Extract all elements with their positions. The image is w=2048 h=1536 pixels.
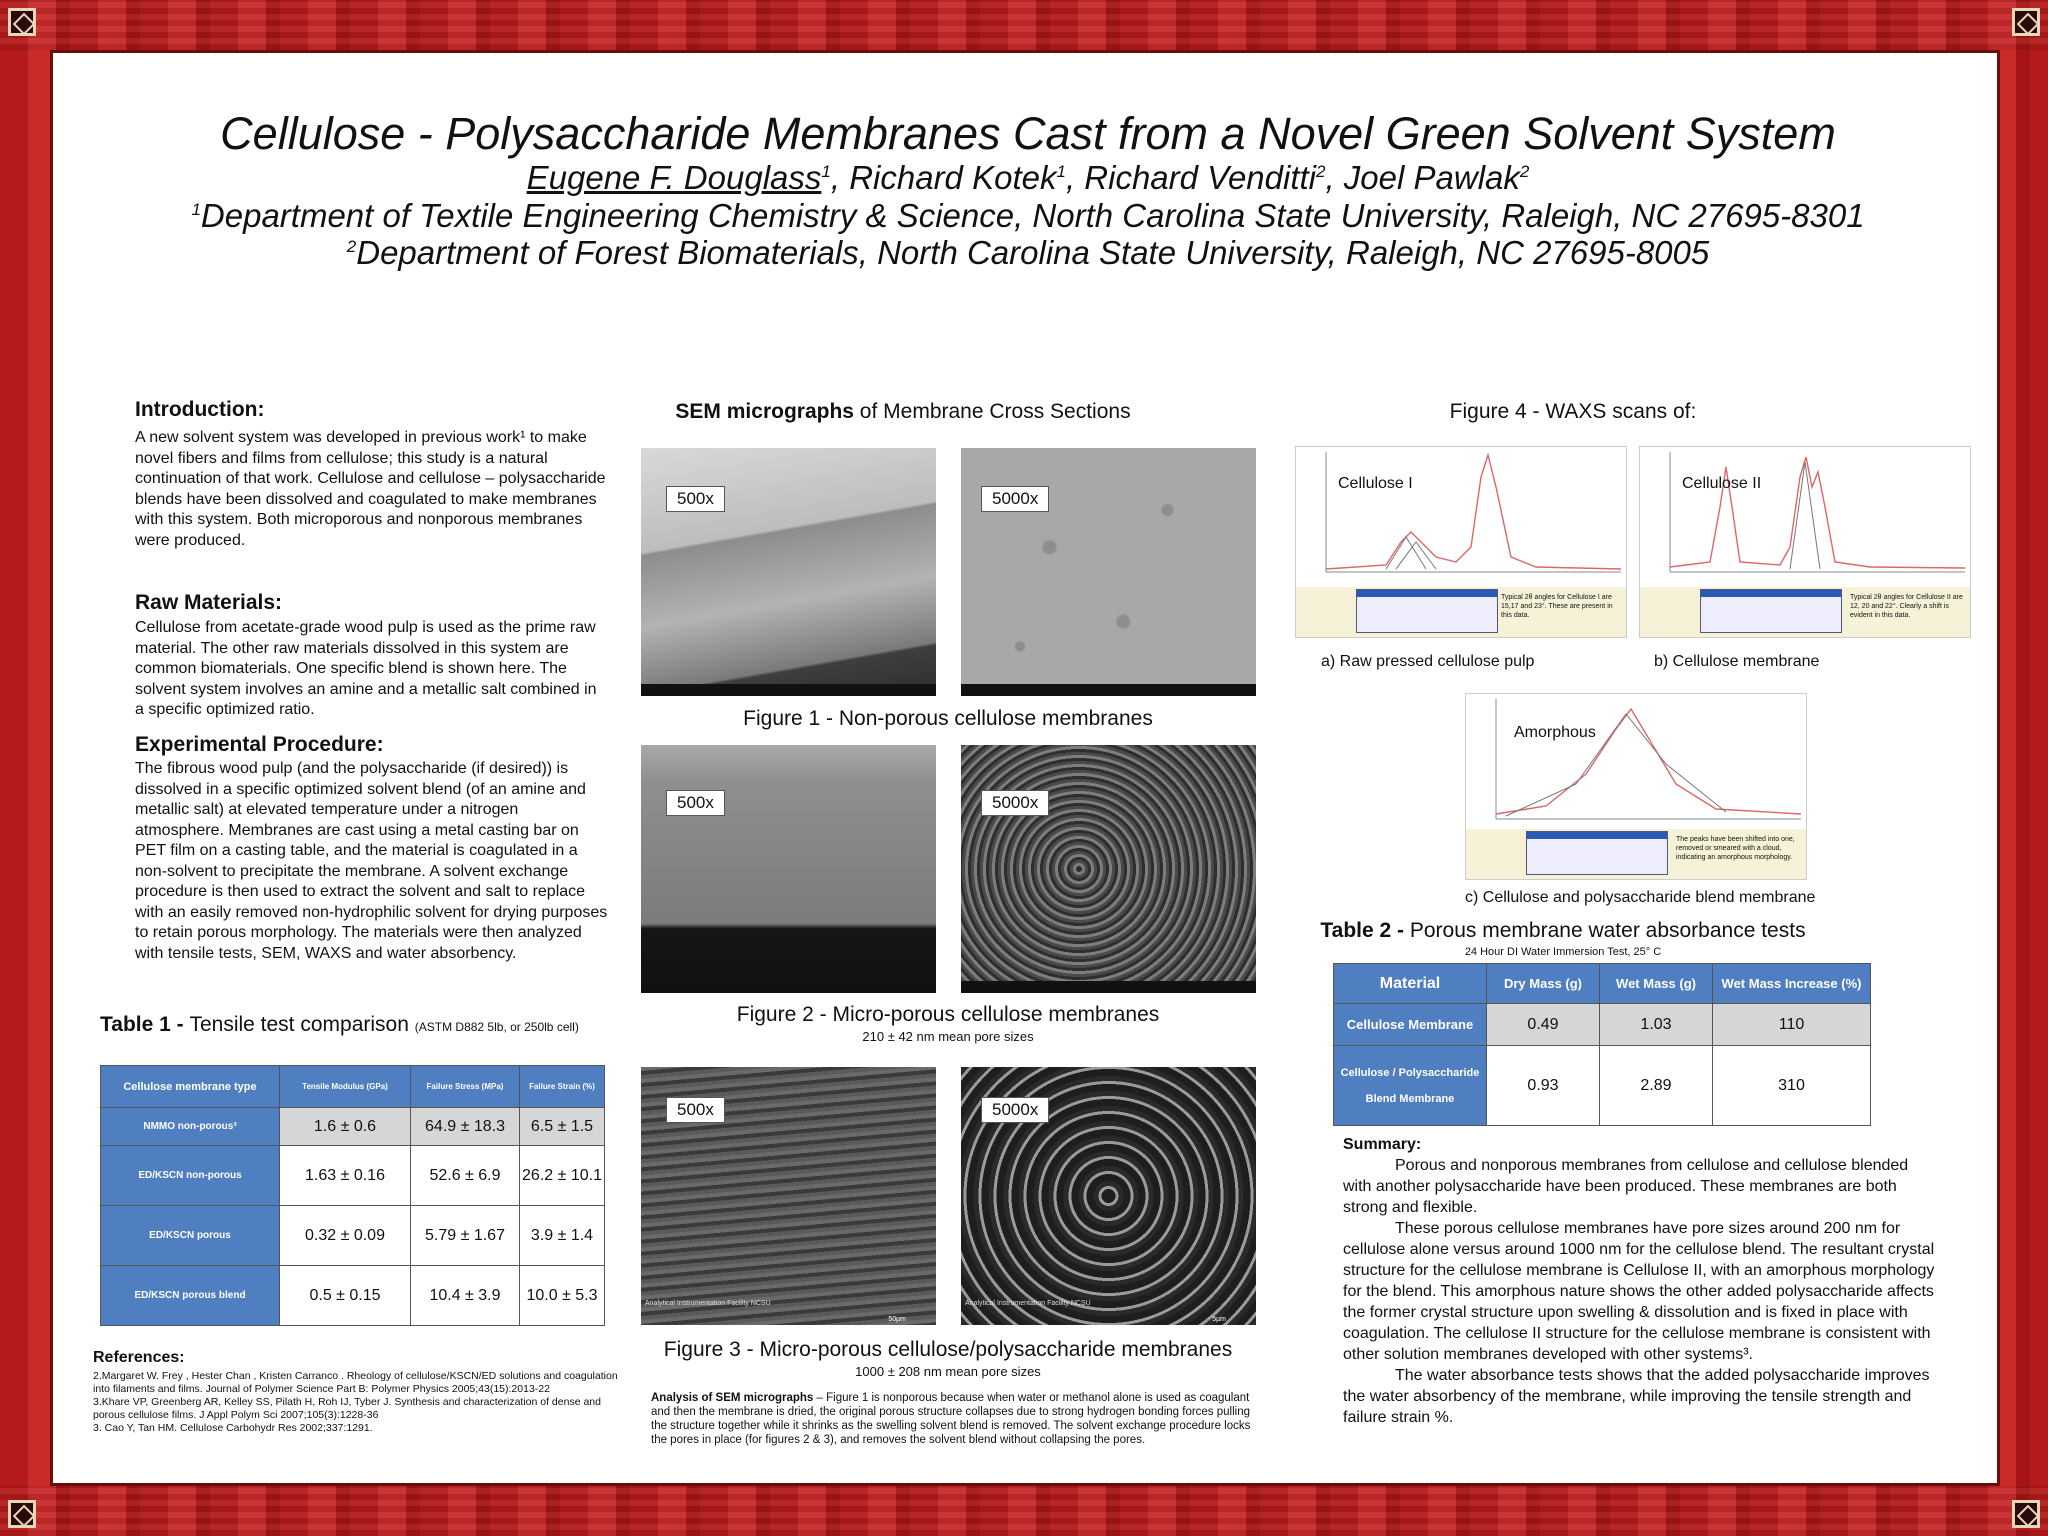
waxs-note-a: Typical 2θ angles for Cellulose I are 15,17 and 23°. These are present in this data. xyxy=(1501,594,1613,619)
waxs-caption-c: c) Cellulose and polysaccharide blend membrane xyxy=(1465,889,1816,906)
author-pawlak: , Joel Pawlak xyxy=(1325,159,1520,196)
tensile-col-type: Cellulose membrane type xyxy=(101,1066,280,1108)
waxs-note-c: The peaks have been shifted into one, removed or smeared with a cloud, indicating an amorphous morphology. xyxy=(1676,836,1795,861)
table-row xyxy=(1334,1004,1871,1046)
table-cell: Cellulose / Polysaccharide Blend Membrane xyxy=(1334,1046,1487,1126)
table-cell: 1.03 xyxy=(1600,1004,1713,1046)
table-cell: 64.9 ± 18.3 xyxy=(411,1108,520,1146)
references xyxy=(93,1349,628,1435)
software-dialog-a xyxy=(1356,589,1498,633)
waxs-info-a xyxy=(1296,587,1626,637)
table-cell: 6.5 ± 1.5 xyxy=(520,1108,605,1146)
sem-fig2-500x xyxy=(641,745,936,993)
table-cell: Cellulose Membrane xyxy=(1334,1004,1487,1046)
waxs-info-b xyxy=(1640,587,1970,637)
table2-title-bold: Table 2 - xyxy=(1320,919,1410,942)
tensile-col-modulus: Tensile Modulus (GPa) xyxy=(280,1066,411,1108)
table-cell: 0.93 xyxy=(1487,1046,1600,1126)
sem-heading-bold: SEM micrographs xyxy=(675,400,854,423)
fig2-caption: Figure 2 - Micro-porous cellulose membranes xyxy=(736,1003,1160,1026)
absorbance-table xyxy=(1333,963,1871,1126)
poster xyxy=(50,50,2000,1486)
affiliation-1-text: Department of Textile Engineering Chemistry & Science, North Carolina State University, Raleigh, NC 27695-8301 xyxy=(200,197,1865,234)
mag-label: 5000x xyxy=(981,486,1049,512)
mag-label: 500x xyxy=(666,486,725,512)
author-kotek-sup: 1 xyxy=(1056,162,1066,181)
author-kotek: , Richard Kotek xyxy=(830,159,1057,196)
procedure-heading: Experimental Procedure: xyxy=(135,733,384,756)
software-dialog-c xyxy=(1526,831,1668,875)
affiliation-2-text: Department of Forest Biomaterials, North Carolina State University, Raleigh, NC 27695-8005 xyxy=(356,234,1710,271)
table-cell: ED/KSCN porous blend xyxy=(101,1266,280,1326)
waxs-note-b: Typical 2θ angles for Cellulose II are 12, 20 and 22°. Clearly a shift is evident in this data. xyxy=(1850,594,1963,619)
table2-subtitle: 24 Hour DI Water Immersion Test, 25° C xyxy=(1464,946,1662,958)
procedure-text: The fibrous wood pulp (and the polysaccharide (if desired)) is dissolved in a specific optimized solvent blend (of an amine and metallic salt) at elevated temperature under a nitrogen atmosphere. Membranes are cast using a metal casting bar on PET film on a casting table, and the material is coagulated in a non-solvent to precipitate the membrane. A solvent exchange procedure is then used to extract the solvent and salt to replace with an easily removed non-hydrophilic solvent for drying purposes to retain porous morphology. The materials were then analyzed with tensile tests, SEM, WAXS and water absorbency. xyxy=(135,760,608,962)
table-cell: 110 xyxy=(1713,1004,1871,1046)
reference-item: 3. Cao Y, Tan HM. Cellulose Carbohydr Res 2002;337:1291. xyxy=(93,1422,373,1434)
affiliation-2 xyxy=(53,234,2003,272)
references-heading: References: xyxy=(93,1349,185,1366)
affiliation-2-sup: 2 xyxy=(346,237,357,256)
scale-label: 5µm xyxy=(1212,1316,1226,1323)
summary-paragraph: Porous and nonporous membranes from cellulose and cellulose blended with another polysaccharide have been produced. These membranes are both strong and flexible. xyxy=(1343,1157,1909,1216)
author-venditti-sup: 2 xyxy=(1316,162,1326,181)
table-cell: 1.63 ± 0.16 xyxy=(280,1146,411,1206)
table-cell: 0.32 ± 0.09 xyxy=(280,1206,411,1266)
table-cell: 52.6 ± 6.9 xyxy=(411,1146,520,1206)
waxs-caption-b: b) Cellulose membrane xyxy=(1654,653,1820,670)
fig3-caption: Figure 3 - Micro-porous cellulose/polysaccharide membranes xyxy=(663,1338,1233,1361)
table2-title-text: Porous membrane water absorbance tests xyxy=(1409,919,1806,942)
author-primary: Eugene F. Douglass xyxy=(526,159,822,196)
table-row xyxy=(101,1108,605,1146)
table-cell: 2.89 xyxy=(1600,1046,1713,1126)
affiliation-1 xyxy=(53,197,2003,235)
corner-ornament-top-left xyxy=(8,8,36,36)
waxs-label-a: Cellulose I xyxy=(1338,475,1413,492)
summary-paragraph: These porous cellulose membranes have pore sizes around 200 nm for cellulose alone versus around 1000 nm for the cellulose blend. The resultant crystal structure for the cellulose membrane is Cellulose II, with an amorphous morphology for the blend. This amorphous nature shows the other added polysaccharide affects the former crystal structure upon swelling & dissolution and is fixed in place with coagulation. The cellulose II structure for the cellulose membrane is consistent with other solution membranes developed with other systems³. xyxy=(1343,1220,1935,1363)
mag-label: 5000x xyxy=(981,790,1049,816)
raw-materials-text: Cellulose from acetate-grade wood pulp is used as the prime raw material. The other raw materials dissolved in this system are common biomaterials. One specific blend is shown here. The solvent system involves an amine and a metallic salt combined in a specific optimized ratio. xyxy=(135,619,597,718)
author-venditti: , Richard Venditti xyxy=(1065,159,1316,196)
waxs-plot-b xyxy=(1639,446,1971,638)
table-cell: 3.9 ± 1.4 xyxy=(520,1206,605,1266)
table-row xyxy=(1334,1046,1871,1126)
mag-label: 500x xyxy=(666,1097,725,1123)
scale-bar xyxy=(961,981,1256,993)
scale-bar xyxy=(641,684,936,696)
scale-bar xyxy=(961,684,1256,696)
tensile-col-strain: Failure Strain (%) xyxy=(520,1066,605,1108)
waxs-label-c: Amorphous xyxy=(1514,724,1596,741)
software-dialog-b xyxy=(1700,589,1842,633)
table-row xyxy=(101,1206,605,1266)
absorbance-col-increase: Wet Mass Increase (%) xyxy=(1713,964,1871,1004)
table-row xyxy=(101,1266,605,1326)
author-pawlak-sup: 2 xyxy=(1519,162,1530,181)
fig2-subcaption: 210 ± 42 nm mean pore sizes xyxy=(862,1029,1034,1044)
absorbance-col-wet: Wet Mass (g) xyxy=(1600,964,1713,1004)
table-cell: 10.0 ± 5.3 xyxy=(520,1266,605,1326)
fig1-caption: Figure 1 - Non-porous cellulose membranes xyxy=(743,707,1153,730)
waxs-curve-a xyxy=(1296,447,1626,587)
corner-ornament-bottom-right xyxy=(2012,1500,2040,1528)
sem-analysis-bold: Analysis of SEM micrographs xyxy=(651,1392,814,1404)
absorbance-col-dry: Dry Mass (g) xyxy=(1487,964,1600,1004)
table-cell: 1.6 ± 0.6 xyxy=(280,1108,411,1146)
sem-fig1-5000x xyxy=(961,448,1256,696)
sem-analysis xyxy=(651,1391,1251,1447)
sem-heading xyxy=(643,400,1163,424)
mag-label: 5000x xyxy=(981,1097,1049,1123)
waxs-caption-a: a) Raw pressed cellulose pulp xyxy=(1321,653,1535,670)
facility-label: Analytical Instrumentation Facility NCSU xyxy=(965,1300,1091,1307)
summary-paragraph: The water absorbance tests shows that the added polysaccharide improves the water absorbency of the membrane, while improving the tensile strength and failure strain %. xyxy=(1343,1367,1930,1426)
tensile-table-header xyxy=(101,1066,605,1108)
table-cell: 0.5 ± 0.15 xyxy=(280,1266,411,1326)
waxs-plot-area xyxy=(1466,694,1806,835)
frame-bottom xyxy=(0,1486,2048,1536)
table1-title-small: (ASTM D882 5lb, or 250lb cell) xyxy=(414,1020,579,1034)
sem-analysis-text: – Figure 1 is nonporous because when water or methanol alone is used as coagulant and then the membrane is dried, the original porous structure collapses due to strong hydrogen bonding forces pulling the structure together while it shrinks as the swelling solvent blend is removed. The solvent exchange procedure locks the pores in place (for figures 2 & 3), and removes the solvent blend without collapsing the pores. xyxy=(651,1392,1251,1446)
table-cell: 10.4 ± 3.9 xyxy=(411,1266,520,1326)
scale-bar xyxy=(641,981,936,993)
intro-text: A new solvent system was developed in previous work¹ to make novel fibers and films from cellulose; this study is a natural continuation of that work. Cellulose and cellulose – polysaccharide blends have been dissolved and coagulated to make membranes with this system. Both microporous and nonporous membranes were produced. xyxy=(135,429,606,549)
reference-item: 3.Khare VP, Greenberg AR, Kelley SS, Pilath H, Roh IJ, Tyber J. Synthesis and characterization of dense and porous cellulose films. J Appl Polym Sci 2007;105(3):1228-36 xyxy=(93,1396,601,1421)
tensile-col-stress: Failure Stress (MPa) xyxy=(411,1066,520,1108)
waxs-curve-b xyxy=(1640,447,1970,587)
affiliation-1-sup: 1 xyxy=(191,200,201,219)
absorbance-col-material: Material xyxy=(1334,964,1487,1004)
waxs-heading: Figure 4 - WAXS scans of: xyxy=(1449,400,1697,423)
absorbance-table-header xyxy=(1334,964,1871,1004)
corner-ornament-bottom-left xyxy=(8,1500,36,1528)
table-cell: ED/KSCN porous xyxy=(101,1206,280,1266)
sem-fig3-5000x xyxy=(961,1067,1256,1325)
table-cell: 310 xyxy=(1713,1046,1871,1126)
facility-label: Analytical Instrumentation Facility NCSU xyxy=(645,1300,771,1307)
table1-title-text: Tensile test comparison xyxy=(189,1013,409,1036)
table-row xyxy=(101,1146,605,1206)
fig3-subcaption: 1000 ± 208 nm mean pore sizes xyxy=(855,1364,1041,1379)
tensile-table xyxy=(100,1065,605,1326)
table-cell: ED/KSCN non-porous xyxy=(101,1146,280,1206)
waxs-label-b: Cellulose II xyxy=(1682,475,1762,492)
waxs-curve-c xyxy=(1466,694,1806,834)
corner-ornament-top-right xyxy=(2012,8,2040,36)
table-cell: NMMO non-porous³ xyxy=(101,1108,280,1146)
waxs-plot-area xyxy=(1640,447,1970,588)
authors xyxy=(53,159,2003,197)
reference-item: 2.Margaret W. Frey , Hester Chan , Kristen Carranco . Rheology of cellulose/KSCN/ED solutions and coagulation into filaments and films. Journal of Polymer Science Part B: Polymer Physics 2005;43(15):2013-22 xyxy=(93,1370,618,1395)
table1-title xyxy=(100,1013,579,1037)
intro-heading: Introduction: xyxy=(135,398,265,421)
waxs-plot-c xyxy=(1465,693,1807,880)
raw-materials-heading: Raw Materials: xyxy=(135,591,283,614)
frame-top xyxy=(0,0,2048,50)
summary xyxy=(1343,1134,1938,1428)
table1-title-bold: Table 1 - xyxy=(100,1013,190,1036)
author-primary-sup: 1 xyxy=(821,162,831,181)
waxs-plot-area xyxy=(1296,447,1626,588)
scale-label: 50µm xyxy=(888,1316,906,1323)
table-cell: 26.2 ± 10.1 xyxy=(520,1146,605,1206)
mag-label: 500x xyxy=(666,790,725,816)
poster-title: Cellulose - Polysaccharide Membranes Cast from a Novel Green Solvent System xyxy=(220,108,1836,159)
table2-title xyxy=(1293,919,1833,943)
sem-fig1-500x xyxy=(641,448,936,696)
waxs-info-c xyxy=(1466,829,1806,879)
summary-heading: Summary: xyxy=(1343,1136,1422,1153)
table-cell: 5.79 ± 1.67 xyxy=(411,1206,520,1266)
table-cell: 0.49 xyxy=(1487,1004,1600,1046)
sem-fig3-500x xyxy=(641,1067,936,1325)
waxs-plot-a xyxy=(1295,446,1627,638)
sem-fig2-5000x xyxy=(961,745,1256,993)
sem-heading-rest: of Membrane Cross Sections xyxy=(853,400,1131,423)
